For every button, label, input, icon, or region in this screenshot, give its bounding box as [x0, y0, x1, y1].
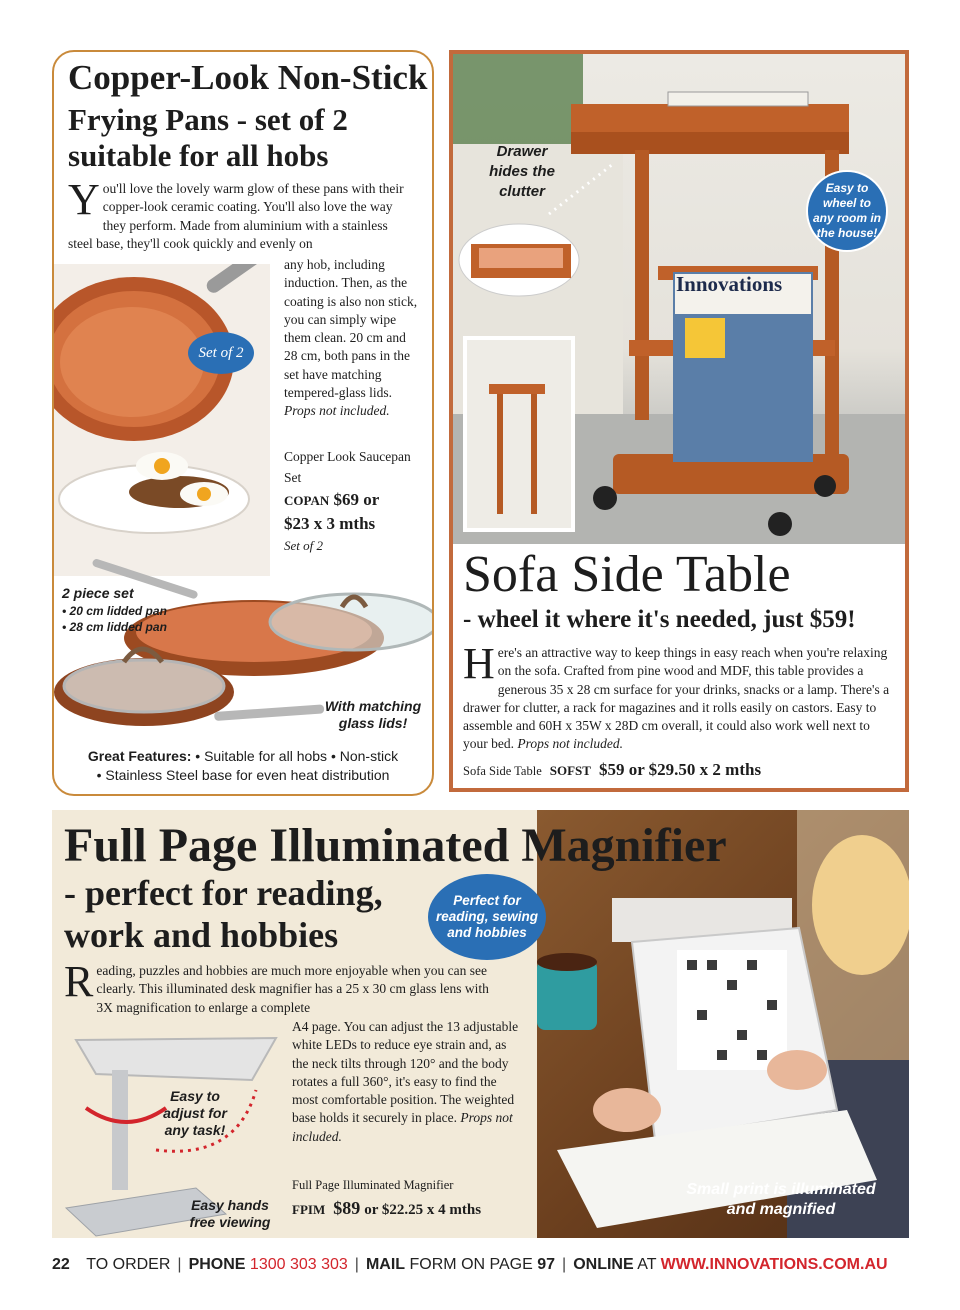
online-at: AT	[637, 1256, 657, 1273]
adjust-note: Easy to adjust for any task!	[163, 1088, 227, 1138]
features-line1: • Suitable for all hobs • Non-stick	[195, 748, 399, 764]
pans-set-of: Set of 2	[284, 538, 323, 553]
frying-pans-panel	[52, 50, 434, 796]
order-footer: 22 TO ORDER | PHONE 1300 303 303 | MAIL FORM ON PAGE 97 | ONLINE AT WWW.INNOVATIONS.COM.AU	[52, 1256, 888, 1273]
piece-set-list	[62, 603, 167, 635]
sofa-props: Props not included.	[517, 736, 623, 752]
magnifier-product-name: Full Page Illuminated Magnifier	[292, 1178, 454, 1192]
piece-item-20cm: • 20 cm lidded pan	[62, 604, 167, 618]
sofa-body	[463, 639, 897, 754]
magnifier-installment: or $22.25 x 4 mths	[364, 1202, 482, 1218]
to-order-label: TO ORDER	[86, 1256, 171, 1273]
magnifier-col-text: A4 page. You can adjust the 13 adjustable white LEDs to reduce eye strain and, as the neck tilts through 120° and the body rotates a full 360°, it's easy to find the most comfortable position. The weighted base holds it securely in place.	[292, 1019, 519, 1126]
pans-col-text: any hob, including induction. Then, as the coating is also non stick, you can simply wipe them clean. 20 cm and 28 cm, both pans in the set have matching tempered-glass lids.	[284, 257, 418, 401]
pans-subtitle: Frying Pans - set of 2 suitable for all hobs	[68, 102, 348, 173]
drawer-note: Drawer hides the clutter	[489, 143, 555, 200]
magnifier-body-text: eading, puzzles and hobbies are much more enjoyable when you can see clearly. This illuminated desk magnifier has a 25 x 30 cm glass lens with 3X magnification to enlarge a complete	[96, 963, 489, 1015]
pans-features	[54, 747, 432, 785]
magnifier-order-line	[292, 1198, 481, 1219]
mail-page: 97	[537, 1256, 556, 1273]
magnifier-code: FPIM	[292, 1202, 326, 1217]
pans-code: COPAN	[284, 493, 330, 508]
magnifier-subtitle-line2: work and hobbies	[64, 915, 339, 955]
sofa-dropcap: H	[463, 639, 495, 688]
magnifier-props: Props not included.	[292, 1110, 513, 1144]
magnifier-column	[292, 1018, 520, 1146]
pans-title: Copper-Look Non-Stick	[68, 58, 428, 97]
features-line2: • Stainless Steel base for even heat distribution	[96, 767, 390, 783]
pans-dropcap: Y	[68, 175, 100, 224]
sofa-price: $59 or $29.50 x 2 mths	[598, 760, 762, 779]
wheel-badge: Easy to wheel to any room in the house!	[806, 170, 888, 252]
magazine-title: Innovations	[676, 272, 783, 296]
page-number: 22	[52, 1256, 70, 1273]
magnifier-subtitle	[64, 872, 383, 956]
sofa-code: SOFST	[549, 763, 591, 778]
piece-set-title: 2 piece set	[62, 585, 134, 601]
pans-column-text	[284, 256, 420, 421]
sofa-product-name: Sofa Side Table	[463, 764, 542, 778]
pans-props: Props not included.	[284, 403, 390, 419]
pans-intro-text: ou'll love the lovely warm glow of these pans with their copper-look ceramic coating. You'll also love the way they perform. Made from aluminium with a stainless steel base, they'll cook quickly and evenly on	[68, 181, 404, 251]
mail-label: MAIL	[365, 1256, 406, 1273]
magnifier-subtitle-line1: - perfect for reading,	[64, 873, 383, 913]
pans-price: $69 or	[333, 490, 380, 509]
pans-intro	[68, 175, 414, 253]
piece-item-28cm: • 28 cm lidded pan	[62, 620, 167, 634]
magnifier-price: $89	[333, 1198, 361, 1218]
magnifier-dropcap: R	[64, 957, 94, 1006]
sofa-table-photo	[453, 54, 905, 544]
pans-price-block	[284, 488, 430, 535]
magnifier-body	[64, 957, 504, 1017]
sofa-title: Sofa Side Table	[463, 546, 791, 603]
pans-product-name: Copper Look Saucepan Set	[284, 449, 411, 485]
website-link[interactable]: WWW.INNOVATIONS.COM.AU	[660, 1256, 888, 1273]
phone-number[interactable]: 1300 303 303	[249, 1256, 348, 1273]
pan-photo	[54, 264, 270, 576]
photo-caption: Small print is illuminated and magnified	[686, 1181, 876, 1218]
features-label: Great Features:	[87, 748, 192, 764]
sofa-order-line	[463, 760, 903, 780]
sofa-subtitle: - wheel it where it's needed, just $59!	[463, 606, 856, 633]
hands-free-note: Easy hands free viewing	[189, 1197, 271, 1230]
mail-text: FORM ON PAGE	[409, 1256, 533, 1273]
set-of-2-badge: Set of 2	[188, 332, 254, 374]
pans-installment: $23 x 3 mths	[284, 514, 376, 533]
magnifier-photo	[537, 810, 909, 1238]
magnifier-title: Full Page Illuminated Magnifier	[64, 819, 727, 872]
online-label: ONLINE	[573, 1256, 634, 1273]
lids-note: With matching glass lids!	[324, 698, 422, 731]
phone-label: PHONE	[188, 1256, 246, 1273]
magnifier-badge: Perfect for reading, sewing and hobbies	[428, 874, 546, 960]
sofa-body-text: ere's an attractive way to keep things in easy reach when you're relaxing on the sofa. Crafted from pine wood and MDF, this table provides a generous 35 x 28 cm surface for your drinks, snacks or a lamp. There's a drawer for clutter, a rack for magazines and it rolls easily on castors. Easy to assemble and 60H x 35W x 28D cm overall, it could also work well next to your bed.	[463, 645, 890, 752]
